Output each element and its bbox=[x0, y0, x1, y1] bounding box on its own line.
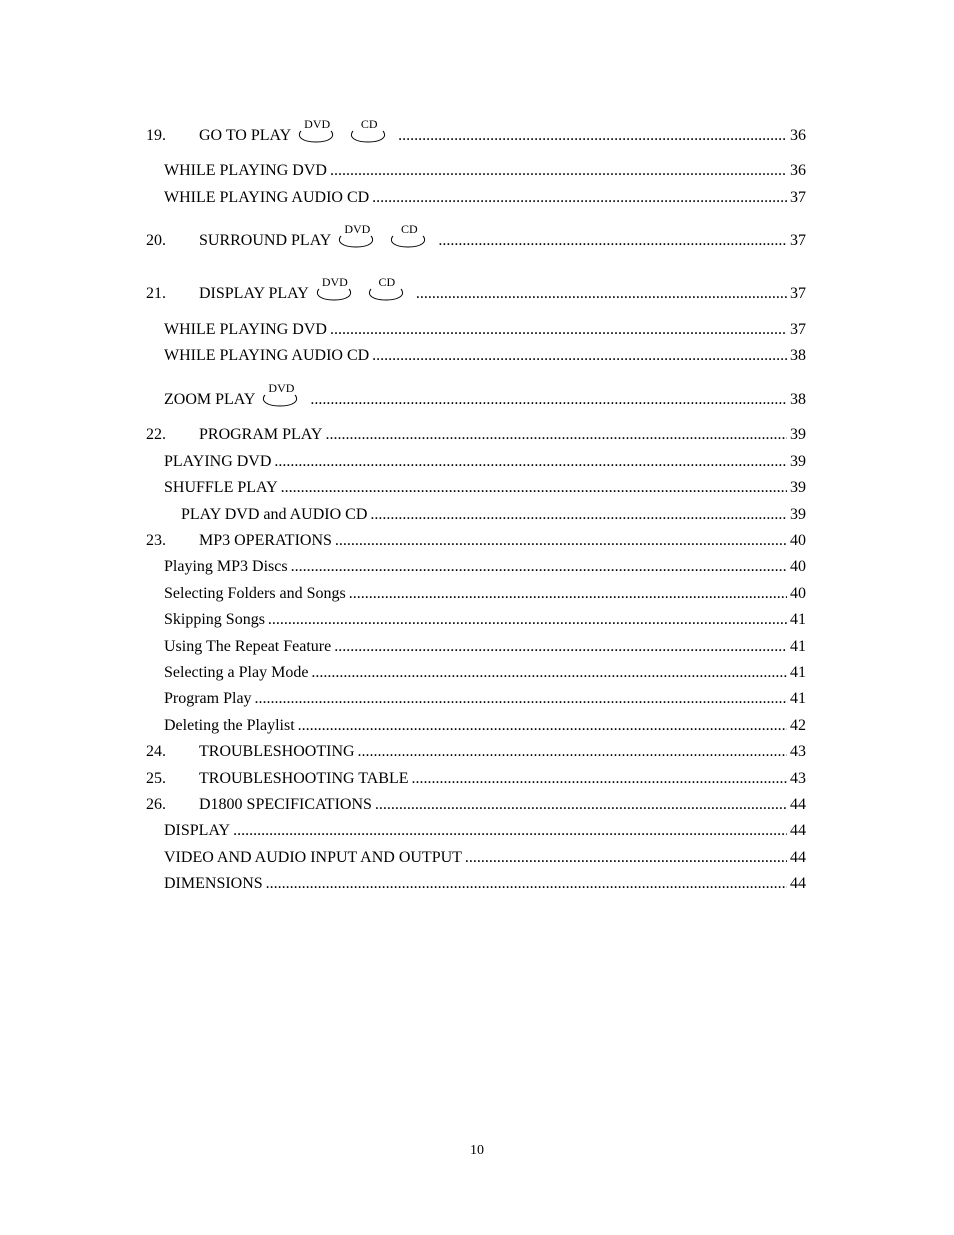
toc-entry[interactable] bbox=[146, 820, 806, 842]
toc-entry[interactable] bbox=[146, 345, 806, 367]
toc-entry-page: 40 bbox=[790, 558, 806, 575]
toc-entry-page: 44 bbox=[790, 875, 806, 892]
toc-entry-title: DISPLAY bbox=[164, 822, 231, 839]
dot-leader bbox=[412, 768, 787, 790]
toc-entry-page: 40 bbox=[790, 585, 806, 602]
dot-leader bbox=[281, 477, 787, 499]
toc-entry-page: 43 bbox=[790, 770, 806, 787]
toc-entry[interactable] bbox=[146, 847, 806, 869]
toc-entry-page: 37 bbox=[790, 321, 806, 338]
toc-entry-title: Selecting a Play Mode bbox=[164, 664, 309, 681]
dot-leader bbox=[274, 451, 787, 473]
toc-entry-number: 19. bbox=[146, 127, 166, 144]
page-number: 10 bbox=[470, 1143, 484, 1158]
dot-leader bbox=[266, 873, 787, 895]
toc-entry[interactable] bbox=[146, 160, 806, 182]
disc-badge-label: DVD bbox=[304, 117, 331, 131]
disc-type-badges bbox=[331, 222, 435, 252]
toc-entry-title: WHILE PLAYING AUDIO CD bbox=[164, 347, 370, 364]
toc-entry-title: Deleting the Playlist bbox=[164, 717, 295, 734]
toc-entry-page: 37 bbox=[790, 189, 806, 206]
toc-entry-title: WHILE PLAYING DVD bbox=[164, 162, 327, 179]
toc-entry-page: 41 bbox=[790, 611, 806, 628]
dot-leader bbox=[372, 187, 787, 209]
toc-entry-page: 42 bbox=[790, 717, 806, 734]
toc-entry-page: 36 bbox=[790, 162, 806, 179]
toc-entry[interactable] bbox=[146, 556, 806, 578]
toc-entry-title: Skipping Songs bbox=[164, 611, 265, 628]
toc-entry[interactable] bbox=[146, 741, 806, 763]
toc-entry-page: 37 bbox=[790, 285, 806, 302]
toc-entry[interactable] bbox=[146, 117, 806, 147]
toc-entry-page: 39 bbox=[790, 506, 806, 523]
dot-leader bbox=[349, 583, 787, 605]
dot-leader bbox=[291, 556, 787, 578]
toc-entry[interactable] bbox=[146, 424, 806, 446]
toc-entry[interactable] bbox=[146, 504, 806, 526]
disc-type-badges bbox=[255, 381, 307, 411]
toc-entry-title: PLAYING DVD bbox=[164, 453, 272, 470]
dot-leader bbox=[325, 424, 787, 446]
toc-entry[interactable] bbox=[146, 381, 806, 411]
toc-entry-page: 38 bbox=[790, 391, 806, 408]
toc-entry-title: Using The Repeat Feature bbox=[164, 638, 332, 655]
toc-entry-page: 36 bbox=[790, 127, 806, 144]
toc-entry[interactable] bbox=[146, 451, 806, 473]
disc-badge-icon bbox=[335, 222, 379, 252]
toc-entry-page: 41 bbox=[790, 638, 806, 655]
toc-entry-title: PLAY DVD and AUDIO CD bbox=[181, 506, 368, 523]
dot-leader bbox=[334, 636, 787, 658]
disc-badge-icon bbox=[259, 381, 303, 411]
disc-badge-label: CD bbox=[400, 222, 418, 236]
toc-entry[interactable] bbox=[146, 477, 806, 499]
disc-badge-icon bbox=[387, 222, 431, 252]
toc-entry-page: 41 bbox=[790, 690, 806, 707]
toc-entry-page: 38 bbox=[790, 347, 806, 364]
disc-badge-label: DVD bbox=[268, 381, 295, 395]
toc-entry-page: 39 bbox=[790, 479, 806, 496]
dot-leader bbox=[398, 125, 787, 147]
toc-entry[interactable] bbox=[146, 662, 806, 684]
toc-entry-number: 21. bbox=[146, 285, 166, 302]
toc-entry[interactable] bbox=[146, 583, 806, 605]
dot-leader bbox=[370, 504, 787, 526]
toc-entry[interactable] bbox=[146, 873, 806, 895]
dot-leader bbox=[372, 345, 787, 367]
dot-leader bbox=[311, 662, 787, 684]
toc-entry[interactable] bbox=[146, 319, 806, 341]
dot-leader bbox=[233, 820, 787, 842]
toc-entry-title: WHILE PLAYING DVD bbox=[164, 321, 327, 338]
toc-entry-title: GO TO PLAY bbox=[199, 127, 292, 144]
dot-leader bbox=[465, 847, 787, 869]
toc-entry-page: 43 bbox=[790, 743, 806, 760]
toc-entry-title: PROGRAM PLAY bbox=[199, 426, 323, 443]
toc-entry-page: 39 bbox=[790, 453, 806, 470]
toc-entry-title: TROUBLESHOOTING TABLE bbox=[199, 770, 409, 787]
toc-entry-title: Selecting Folders and Songs bbox=[164, 585, 346, 602]
disc-type-badges bbox=[291, 117, 395, 147]
disc-badge-icon bbox=[313, 275, 357, 305]
toc-entry-title: Playing MP3 Discs bbox=[164, 558, 288, 575]
toc-entry-title: DISPLAY PLAY bbox=[199, 285, 309, 302]
toc-entry-number: 23. bbox=[146, 532, 166, 549]
toc-entry-page: 44 bbox=[790, 822, 806, 839]
dot-leader bbox=[330, 319, 787, 341]
toc-entry-number: 25. bbox=[146, 770, 166, 787]
dot-leader bbox=[330, 160, 787, 182]
toc-entry-number: 22. bbox=[146, 426, 166, 443]
disc-badge-label: DVD bbox=[344, 222, 371, 236]
toc-entry[interactable] bbox=[146, 715, 806, 737]
toc-entry-number: 24. bbox=[146, 743, 166, 760]
toc-entry[interactable] bbox=[146, 609, 806, 631]
toc-entry[interactable] bbox=[146, 636, 806, 658]
toc-entry-title: D1800 SPECIFICATIONS bbox=[199, 796, 372, 813]
toc-entry-title: WHILE PLAYING AUDIO CD bbox=[164, 189, 370, 206]
dot-leader bbox=[255, 688, 787, 710]
toc-entry[interactable] bbox=[146, 794, 806, 816]
dot-leader bbox=[298, 715, 787, 737]
toc-entry-title: ZOOM PLAY bbox=[164, 391, 256, 408]
toc-entry-number: 26. bbox=[146, 796, 166, 813]
toc-entry[interactable] bbox=[146, 768, 806, 790]
toc-entry-title: SHUFFLE PLAY bbox=[164, 479, 278, 496]
toc-entry[interactable] bbox=[146, 187, 806, 209]
dot-leader bbox=[268, 609, 787, 631]
toc-entry-title: Program Play bbox=[164, 690, 252, 707]
dot-leader bbox=[335, 530, 787, 552]
disc-badge-label: DVD bbox=[321, 275, 348, 289]
toc-entry-number: 20. bbox=[146, 232, 166, 249]
disc-badge-label: CD bbox=[378, 275, 396, 289]
dot-leader bbox=[438, 230, 787, 252]
toc-entry[interactable] bbox=[146, 530, 806, 552]
toc-entry-page: 44 bbox=[790, 796, 806, 813]
toc-entry[interactable] bbox=[146, 222, 806, 252]
toc-entry[interactable] bbox=[146, 275, 806, 305]
dot-leader bbox=[310, 389, 787, 411]
disc-type-badges bbox=[309, 275, 413, 305]
toc-entry-page: 41 bbox=[790, 664, 806, 681]
disc-badge-label: CD bbox=[360, 117, 378, 131]
disc-badge-icon bbox=[347, 117, 391, 147]
toc-entry-title: DIMENSIONS bbox=[164, 875, 263, 892]
toc-entry-title: TROUBLESHOOTING bbox=[199, 743, 355, 760]
toc-entry-title: VIDEO AND AUDIO INPUT AND OUTPUT bbox=[164, 849, 462, 866]
toc-entry-page: 37 bbox=[790, 232, 806, 249]
toc-entry-page: 39 bbox=[790, 426, 806, 443]
toc-entry[interactable] bbox=[146, 688, 806, 710]
toc-entry-page: 40 bbox=[790, 532, 806, 549]
disc-badge-icon bbox=[365, 275, 409, 305]
toc-entry-title: SURROUND PLAY bbox=[199, 232, 332, 249]
dot-leader bbox=[375, 794, 787, 816]
disc-badge-icon bbox=[295, 117, 339, 147]
dot-leader bbox=[358, 741, 787, 763]
toc-entry-page: 44 bbox=[790, 849, 806, 866]
toc-entry-title: MP3 OPERATIONS bbox=[199, 532, 332, 549]
dot-leader bbox=[416, 283, 787, 305]
